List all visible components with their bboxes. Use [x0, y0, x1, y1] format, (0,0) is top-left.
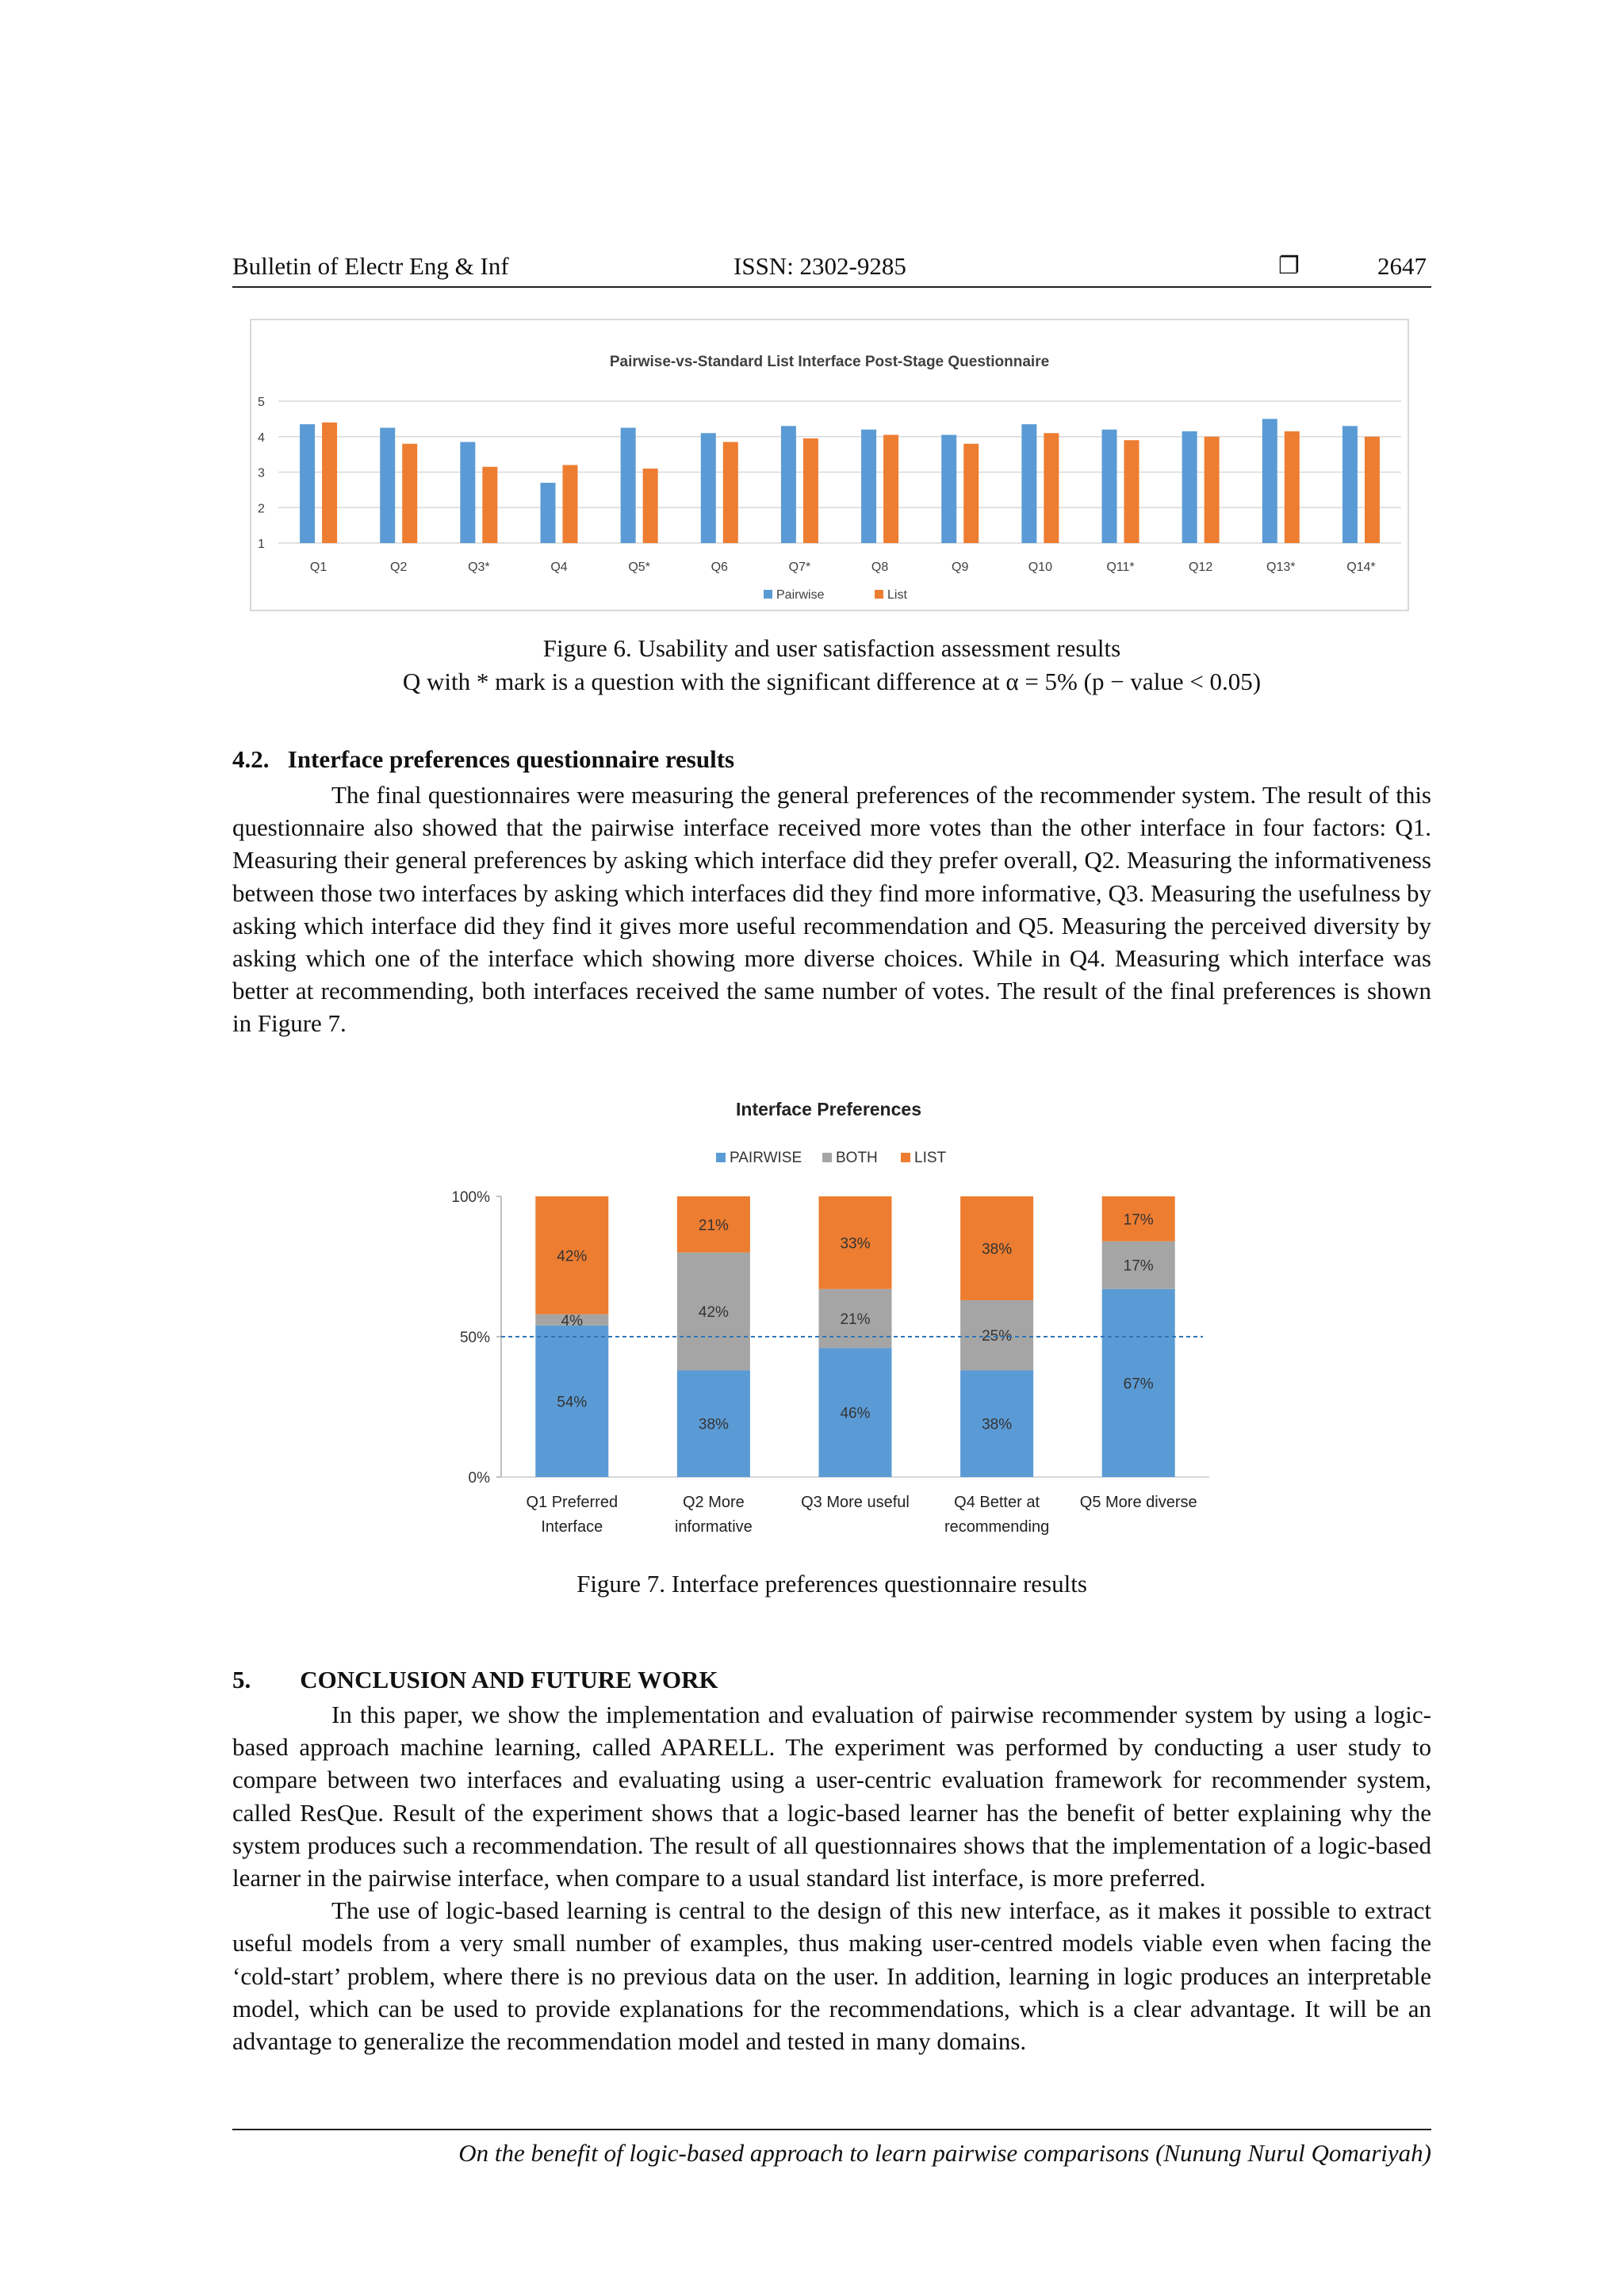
bar-list-Q13	[1285, 431, 1300, 543]
bar-pairwise-Q12	[1182, 431, 1197, 543]
data-label: 17%	[1123, 1257, 1154, 1275]
x-tick-label: Q1 Preferred	[526, 1494, 619, 1511]
bar-pairwise-Q7	[781, 426, 796, 543]
x-tick-label: Q2 More	[682, 1494, 745, 1511]
bar-pairwise-Q8	[861, 430, 876, 543]
x-tick-label: Q11*	[1106, 561, 1135, 574]
data-label: 25%	[982, 1328, 1013, 1345]
bar-pairwise-Q1	[300, 424, 315, 543]
footer-rule	[232, 2129, 1431, 2130]
figure-6-caption-line2: Q with * mark is a question with the significant difference at α = 5% (p − value < 0.05)	[402, 668, 1262, 695]
y-tick-label: 50%	[459, 1330, 490, 1346]
bar-list-Q1	[322, 423, 337, 543]
x-tick-label: Q4 Better at	[954, 1494, 1040, 1511]
bar-pairwise-Q3	[460, 442, 475, 543]
x-tick-label: Q6	[710, 561, 728, 574]
data-label: 38%	[698, 1416, 729, 1433]
data-label: 67%	[1123, 1376, 1154, 1393]
data-label: 42%	[698, 1304, 729, 1322]
section-heading-4-2: 4.2. Interface preferences questionnaire results	[232, 745, 735, 773]
data-label: 17%	[1123, 1211, 1154, 1229]
bar-list-Q9	[963, 444, 979, 543]
section-4-2-body	[232, 779, 1431, 1040]
legend-label-pairwise: PAIRWISE	[730, 1150, 802, 1166]
bar-list-Q2	[402, 444, 417, 543]
data-label: 38%	[982, 1416, 1013, 1433]
data-label: 38%	[982, 1241, 1013, 1258]
bar-list-Q7	[803, 438, 818, 543]
x-tick-label: Q9	[952, 561, 969, 574]
bar-list-Q3	[482, 467, 497, 543]
paragraph: In this paper, we show the implementation and evaluation of pairwise recommender system by using a logic-based approach machine learning, called APARELL. The experiment was performed by conducting a user study to compare between two interfaces and evaluating using a user-centric evaluation framework for recommender system, called ResQue. Result of the experiment shows that a logic-based learner has the benefit of better explaining why the system produces such a recommendation. The result of all questionnaires shows that the implementation of a logic-based learner in the pairwise interface, when compare to a usual standard list interface, is more preferred.	[232, 1701, 1431, 1892]
bar-list-Q10	[1044, 433, 1059, 543]
y-tick-label: 5	[258, 396, 265, 409]
y-tick-label: 100%	[451, 1189, 490, 1206]
y-tick-label: 2	[258, 502, 265, 516]
chart-title: Interface Preferences	[736, 1099, 921, 1119]
y-tick-label: 3	[258, 466, 265, 480]
x-tick-label: Q10	[1028, 561, 1052, 574]
data-label: 21%	[698, 1217, 729, 1234]
legend-label-both: BOTH	[836, 1150, 878, 1166]
bar-list-Q11	[1124, 440, 1139, 543]
header-rule	[232, 286, 1431, 288]
bar-pairwise-Q2	[380, 428, 395, 543]
bar-pairwise-Q4	[541, 483, 556, 543]
x-tick-label: informative	[674, 1518, 753, 1536]
running-header-journal: Bulletin of Electr Eng & Inf	[232, 252, 509, 280]
running-header-issn: ISSN: 2302-9285	[733, 252, 906, 280]
legend-label-pairwise: Pairwise	[776, 588, 825, 602]
bar-list-Q12	[1205, 437, 1220, 543]
x-tick-label: Q5*	[628, 561, 650, 574]
y-tick-label: 4	[258, 430, 265, 445]
data-label: 4%	[561, 1312, 584, 1330]
x-tick-label: Q3*	[468, 561, 490, 574]
data-label: 46%	[840, 1405, 871, 1422]
bar-pairwise-Q11	[1102, 430, 1117, 543]
legend-label-list: LIST	[914, 1150, 947, 1166]
data-label: 42%	[557, 1248, 588, 1265]
figure-7-caption: Figure 7. Interface preferences questionnaire results	[576, 1570, 1087, 1598]
x-tick-label: Q7*	[788, 561, 811, 574]
paragraph: The final questionnaires were measuring the general preferences of the recommender system. The result of this questionnaire also showed that the pairwise interface received more votes than the other interface in four factors: Q1. Measuring their general preferences by asking which interface did they prefer overall, Q2. Measuring the informativeness between those two interfaces by asking which interfaces did they find more informative, Q3. Measuring the usefulness by asking which interface did they find it gives more useful recommendation and Q5. Measuring the perceived diversity by asking which one of the interface which showing more diverse choices. While in Q4. Measuring which interface was better at recommending, both interfaces received the same number of votes. The result of the final preferences is shown in Figure 7.	[232, 781, 1431, 1038]
figure-7-chart	[420, 1082, 1253, 1542]
bar-list-Q14	[1365, 437, 1380, 543]
bar-list-Q4	[563, 465, 578, 543]
bar-list-Q8	[883, 435, 898, 543]
chart-title: Pairwise-vs-Standard List Interface Post-Stage Questionnaire	[609, 354, 1050, 370]
legend-swatch-both	[822, 1153, 832, 1162]
y-tick-label: 1	[258, 538, 265, 551]
section-5-body	[232, 1698, 1431, 2057]
bar-list-Q6	[723, 442, 738, 543]
box-icon: ❐	[1278, 252, 1300, 280]
legend-swatch-pairwise	[716, 1153, 726, 1162]
legend-swatch-list	[875, 590, 883, 599]
bar-list-Q5	[643, 469, 658, 543]
x-tick-label: Interface	[541, 1518, 603, 1536]
x-tick-label: Q4	[550, 561, 568, 574]
figure-6-caption-line1: Figure 6. Usability and user satisfaction assessment results	[542, 634, 1121, 662]
running-footer: On the benefit of logic-based approach to learn pairwise comparisons (Nunung Nurul Qomariyah)	[458, 2139, 1431, 2167]
x-tick-label: Q5 More diverse	[1079, 1494, 1197, 1511]
section-heading-5: 5. CONCLUSION AND FUTURE WORK	[232, 1666, 718, 1693]
data-label: 33%	[840, 1235, 871, 1253]
paragraph: The use of logic-based learning is central to the design of this new interface, as it makes it possible to extract useful models from a very small number of examples, thus making user-centred models viable even when facing the ‘cold-start’ problem, where there is no previous data on the user. In addition, learning in logic produces an interpretable model, which can be used to provide explanations for the recommendations, which is a clear advantage. It will be an advantage to generalize the recommendation model and tested in many domains.	[232, 1896, 1431, 2056]
legend-swatch-pairwise	[764, 590, 772, 599]
x-tick-label: Q1	[309, 561, 327, 574]
legend-swatch-list	[901, 1153, 910, 1162]
x-tick-label: Q14*	[1346, 561, 1376, 574]
bar-pairwise-Q13	[1262, 419, 1277, 543]
x-tick-label: Q8	[871, 561, 889, 574]
bar-pairwise-Q6	[701, 433, 716, 543]
data-label: 21%	[840, 1311, 871, 1328]
x-tick-label: Q2	[390, 561, 408, 574]
bar-pairwise-Q5	[621, 428, 636, 543]
bar-pairwise-Q9	[941, 435, 956, 543]
x-tick-label: recommending	[944, 1518, 1050, 1536]
bar-pairwise-Q10	[1021, 424, 1036, 543]
page-number: 2647	[1377, 252, 1427, 280]
y-tick-label: 0%	[468, 1470, 490, 1487]
x-tick-label: Q12	[1189, 561, 1213, 574]
x-tick-label: Q3 More useful	[801, 1494, 910, 1511]
bar-pairwise-Q14	[1342, 426, 1358, 543]
data-label: 54%	[557, 1394, 588, 1411]
figure-6-chart	[250, 319, 1409, 611]
legend-label-list: List	[887, 588, 907, 602]
x-tick-label: Q13*	[1266, 561, 1296, 574]
